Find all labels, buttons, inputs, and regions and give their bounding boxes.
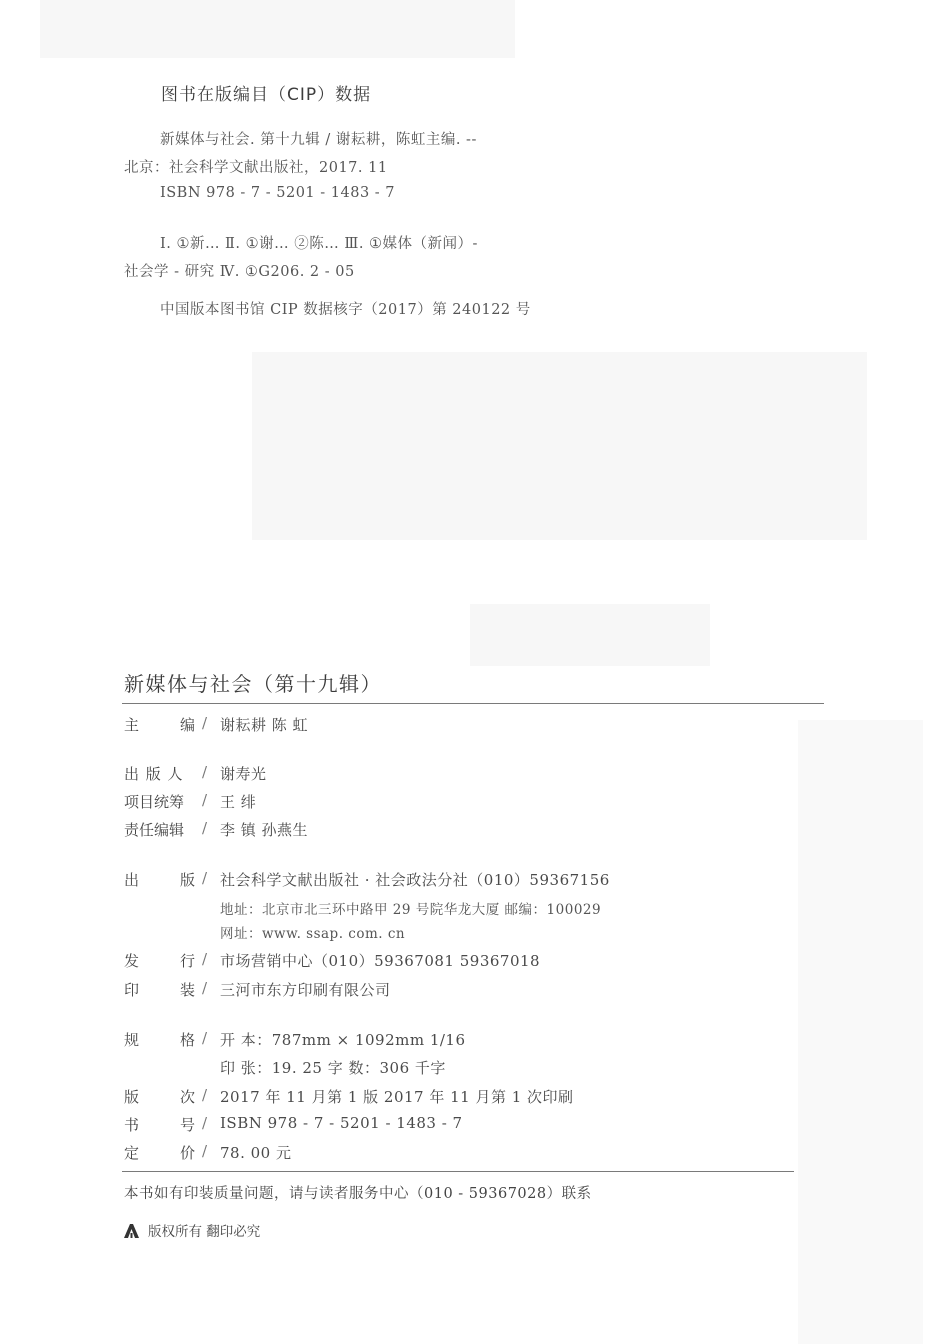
responsible-editor-separator: / xyxy=(202,819,208,837)
edition-value: 2017 年 11 月第 1 版 2017 年 11 月第 1 次印刷 xyxy=(220,1088,574,1106)
cip-line-2: 北京：社会科学文献出版社，2017. 11 xyxy=(124,160,388,176)
scan-shade-right xyxy=(798,720,923,1344)
cip-heading: 图书在版编目（CIP）数据 xyxy=(161,85,372,105)
price-value: 78. 00 元 xyxy=(220,1144,292,1162)
printing-value: 三河市东方印刷有限公司 xyxy=(220,981,391,999)
price-separator: / xyxy=(202,1142,208,1160)
printing-separator: / xyxy=(202,979,208,997)
editor-value: 谢耘耕 陈 虹 xyxy=(220,716,309,734)
cip-line-5: 社会学 - 研究 Ⅳ. ①G206. 2 - 05 xyxy=(124,264,355,280)
project-label: 项目统筹 xyxy=(124,793,185,811)
responsible-editor-value: 李 镇 孙燕生 xyxy=(220,821,309,839)
editor-label-b: 编 xyxy=(180,716,196,734)
edition-label-b: 次 xyxy=(180,1088,196,1106)
copyright-footer xyxy=(124,1220,260,1240)
publisher-person-value: 谢寿光 xyxy=(220,765,267,783)
publishing-value: 社会科学文献出版社 · 社会政法分社（010）59367156 xyxy=(220,871,610,889)
notice-rule xyxy=(122,1171,794,1172)
publisher-website: 网址：www. ssap. com. cn xyxy=(220,926,406,942)
edition-label-a: 版 xyxy=(124,1088,140,1106)
publishing-label-b: 版 xyxy=(180,871,196,889)
price-label-b: 价 xyxy=(180,1144,196,1162)
project-separator: / xyxy=(202,791,208,809)
book-title: 新媒体与社会（第十九辑） xyxy=(124,672,382,696)
responsible-editor-label: 责任编辑 xyxy=(124,821,185,839)
isbn-separator: / xyxy=(202,1114,208,1132)
publisher-person-label: 出 版 人 xyxy=(124,765,184,783)
project-value: 王 绯 xyxy=(220,793,257,811)
spec-value: 开 本：787mm × 1092mm 1/16 xyxy=(220,1031,466,1049)
spec-label-a: 规 xyxy=(124,1031,140,1049)
price-label-a: 定 xyxy=(124,1144,140,1162)
copyright-footer-text: 版权所有 翻印必究 xyxy=(148,1224,261,1240)
scan-shade-middle xyxy=(252,352,867,540)
distribution-value: 市场营销中心（010）59367081 59367018 xyxy=(220,952,541,970)
publisher-address: 地址：北京市北三环中路甲 29 号院华龙大厦 邮编：100029 xyxy=(220,902,602,918)
distribution-label-b: 行 xyxy=(180,952,196,970)
printing-label-b: 装 xyxy=(180,981,196,999)
spec-value-2: 印 张：19. 25 字 数：306 千字 xyxy=(220,1059,446,1077)
cip-line-4: Ⅰ. ①新… Ⅱ. ①谢… ②陈… Ⅲ. ①媒体（新闻）- xyxy=(160,236,478,252)
isbn-label-b: 号 xyxy=(180,1116,196,1134)
scan-shade-top xyxy=(40,0,515,58)
editor-separator: / xyxy=(202,714,208,732)
cip-line-1: 新媒体与社会. 第十九辑 / 谢耘耕，陈虹主编. -- xyxy=(160,132,477,148)
edition-separator: / xyxy=(202,1086,208,1104)
cip-line-3: ISBN 978 - 7 - 5201 - 1483 - 7 xyxy=(160,185,396,201)
title-rule xyxy=(122,703,824,704)
publishing-label-a: 出 xyxy=(124,871,140,889)
scan-shade-lower xyxy=(470,604,710,666)
distribution-label-a: 发 xyxy=(124,952,140,970)
editor-label-a: 主 xyxy=(124,716,140,734)
cip-line-6: 中国版本图书馆 CIP 数据核字（2017）第 240122 号 xyxy=(160,302,531,318)
isbn-value: ISBN 978 - 7 - 5201 - 1483 - 7 xyxy=(220,1114,463,1132)
isbn-label-a: 书 xyxy=(124,1116,140,1134)
distribution-separator: / xyxy=(202,950,208,968)
publishing-separator: / xyxy=(202,869,208,887)
publisher-person-separator: / xyxy=(202,763,208,781)
quality-notice: 本书如有印装质量问题，请与读者服务中心（010 - 59367028）联系 xyxy=(124,1186,592,1202)
printing-label-a: 印 xyxy=(124,981,140,999)
spec-label-b: 格 xyxy=(180,1031,196,1049)
spec-separator: / xyxy=(202,1029,208,1047)
ssap-logo-icon xyxy=(124,1224,140,1238)
